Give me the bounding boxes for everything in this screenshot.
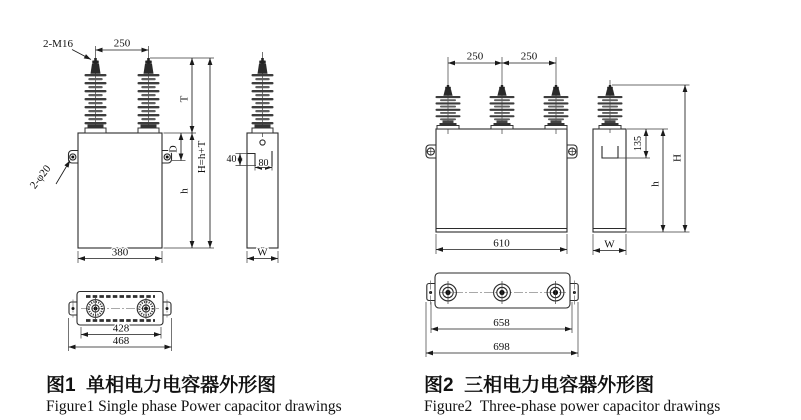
dim-hole-pitch-label: 658 (493, 317, 510, 329)
tank-outline (247, 133, 278, 248)
dim-terminal-pitch-right-label: 250 (520, 50, 538, 63)
dim-tank-depth-label: W (257, 246, 268, 259)
figure1-top-view (69, 292, 172, 352)
figure2-caption-en: Figure2 Three-phase power capacitor drawings (424, 398, 721, 415)
dim-lug-offset-label: D (168, 145, 180, 153)
dim-total-height-label: H=h+T (196, 140, 208, 174)
dim-hanger-width-label: 80 (258, 157, 269, 169)
tank-outline (78, 133, 162, 248)
lug-hole (71, 156, 74, 159)
dim-total-height-label: H (671, 154, 684, 162)
tank-outline (436, 129, 567, 232)
bushing-icon (490, 85, 515, 129)
dim-hanger-height-label: 40 (226, 154, 237, 165)
dim-tank-width-label: 610 (493, 237, 510, 250)
bushing-icon (598, 85, 623, 129)
tank-outline (593, 129, 626, 232)
bushing-icon (544, 85, 569, 129)
dim-tank-width-label: 380 (111, 246, 129, 259)
terminal-top (137, 298, 155, 319)
dim-tank-height-label: h (649, 181, 662, 187)
figure1-dimensions (28, 38, 214, 264)
dim-overall-width-label: 698 (493, 341, 510, 353)
hanger-bracket (247, 154, 255, 166)
figure1-front-view (69, 46, 172, 248)
dim-terminal-pitch-left-label: 250 (466, 50, 484, 63)
dim-hole-pitch-label: 428 (112, 322, 130, 335)
dim-terminal-pitch-label: 250 (113, 37, 131, 50)
figure1-caption-en: Figure1 Single phase Power capacitor drawings (46, 398, 342, 415)
hanger-bracket (602, 146, 618, 158)
dim-overall-width-label: 468 (112, 335, 130, 347)
figure2-front-view (426, 57, 577, 232)
lid-hole (260, 140, 265, 145)
figure2-side-view (593, 80, 690, 255)
dim-terminal-spec-label: 2-M16 (43, 38, 73, 50)
dim-tank-height-label: h (178, 188, 191, 194)
figure2-dimensions (436, 51, 567, 255)
dim-bushing-height-label: T (178, 95, 191, 103)
dim-tank-depth-label: W (604, 238, 615, 251)
dim-lug-hole-spec-label: 2-φ20 (27, 163, 54, 192)
bushing-icon (436, 85, 461, 129)
figure2-top-view (426, 273, 578, 357)
lug-hole (166, 156, 169, 159)
figure2-caption-zh: 图2 三相电力电容器外形图 (424, 375, 655, 396)
figure1-caption-zh: 图1 单相电力电容器外形图 (46, 375, 277, 396)
dim-hanger-offset-label: 135 (633, 136, 644, 151)
figure1-side-view (227, 52, 279, 263)
